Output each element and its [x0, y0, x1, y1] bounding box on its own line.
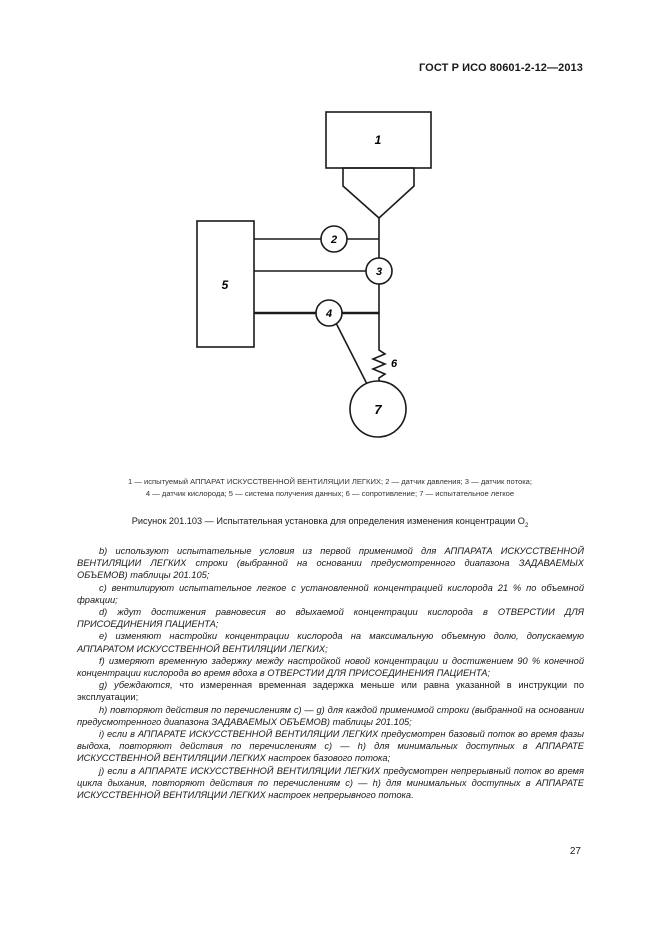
- list-item-e: e) изменяют настройки концентрации кислорода на максимальную объемную долю, допускаемую АППАРАТОМ ИСКУССТВЕННОЙ ВЕНТИЛЯЦИИ ЛЕГКИХ;: [77, 631, 584, 654]
- list-item-f: f) измеряют временную задержку между настройкой новой концентрации и достижением 90 % конечной концентрации кислорода во время вдоха в ОТВЕРСТИИ ДЛЯ ПРИСОЕДИНЕНИЯ ПАЦИЕНТА;: [77, 655, 584, 679]
- figure-caption: [40, 516, 620, 529]
- label-resistance: 6: [390, 358, 398, 370]
- label-flow-sensor: 3: [375, 266, 383, 278]
- label-pressure-sensor: 2: [330, 234, 338, 246]
- document-header: ГОСТ Р ИСО 80601-2-12—2013: [418, 62, 583, 74]
- list-item-g-lead: g) убеждаются,: [99, 680, 173, 691]
- list-item-j: j) если в АППАРАТЕ ИСКУССТВЕННОЙ ВЕНТИЛЯЦИИ ЛЕГКИХ предусмотрен непрерывный поток во время цикла дыхания, повторяют действия по перечислениям c) — h) для минимальных доступных в АППАРАТЕ ИСКУССТВЕННОЙ ВЕНТИЛЯЦИИ ЛЕГКИХ настроек непрерывного потока.: [77, 765, 584, 801]
- list-item-g: [77, 679, 584, 703]
- line-oxygen-lung: [336, 323, 368, 386]
- list-item-c: c) вентилируют испытательное легкое с установленной концентрацией кислорода 21 % по объемной фракции;: [77, 582, 584, 605]
- list-item-i: i) если в АППАРАТЕ ИСКУССТВЕННОЙ ВЕНТИЛЯЦИИ ЛЕГКИХ предусмотрен базовый поток во время фазы выдоха, повторяют действия по перечислениям c) — h) для минимальных доступных в АППАРАТЕ ИСКУССТВЕННОЙ ВЕНТИЛЯЦИИ ЛЕГКИХ настроек базового потока;: [77, 729, 584, 764]
- legend-line-2: 4 — датчик кислорода; 5 — система получения данных; 6 — сопротивление; 7 — испытательное легкое: [145, 489, 515, 498]
- list-item-d: d) ждут достижения равновесия во вдыхаемой концентрации кислорода в ОТВЕРСТИИ ДЛЯ ПРИСОЕДИНЕНИЯ ПАЦИЕНТА;: [77, 607, 584, 630]
- figure-legend: [40, 476, 620, 500]
- label-ventilator: 1: [374, 133, 382, 147]
- ventilator-funnel: [343, 168, 414, 218]
- label-test-lung: 7: [374, 402, 382, 417]
- list-item-g-text: что измеренная временная задержка меньше или равна указанной в инструкции по эксплуатации;: [77, 680, 584, 703]
- legend-line-1: 1 — испытуемый АППАРАТ ИСКУССТВЕННОЙ ВЕНТИЛЯЦИИ ЛЕГКИХ; 2 — датчик давления; 3 — датчик потока;: [127, 477, 533, 486]
- resistance-zigzag: [373, 346, 385, 385]
- label-data-system: 5: [221, 278, 229, 292]
- list-item-b: b) используют испытательные условия из первой применимой для АППАРАТА ИСКУССТВЕННОЙ ВЕНТИЛЯЦИИ ЛЕГКИХ строки (выбранной на основании предусмотренного диапазона ЗАДАВАЕМЫХ ОБЪЕМОВ) таблицы 201.105;: [77, 546, 584, 581]
- page-number: 27: [569, 846, 581, 857]
- caption-text: Рисунок 201.103 — Испытательная установка для определения изменения концентрации O: [131, 516, 525, 526]
- caption-subscript: 2: [524, 522, 529, 529]
- list-item-h: h) повторяют действия по перечислениям c) — g) для каждой применимой строки (выбранной на основании предусмотренного диапазона ЗАДАВАЕМЫХ ОБЪЕМОВ) таблицы 201.105;: [77, 704, 584, 727]
- label-oxygen-sensor: 4: [325, 308, 333, 320]
- procedure-list: [77, 545, 584, 801]
